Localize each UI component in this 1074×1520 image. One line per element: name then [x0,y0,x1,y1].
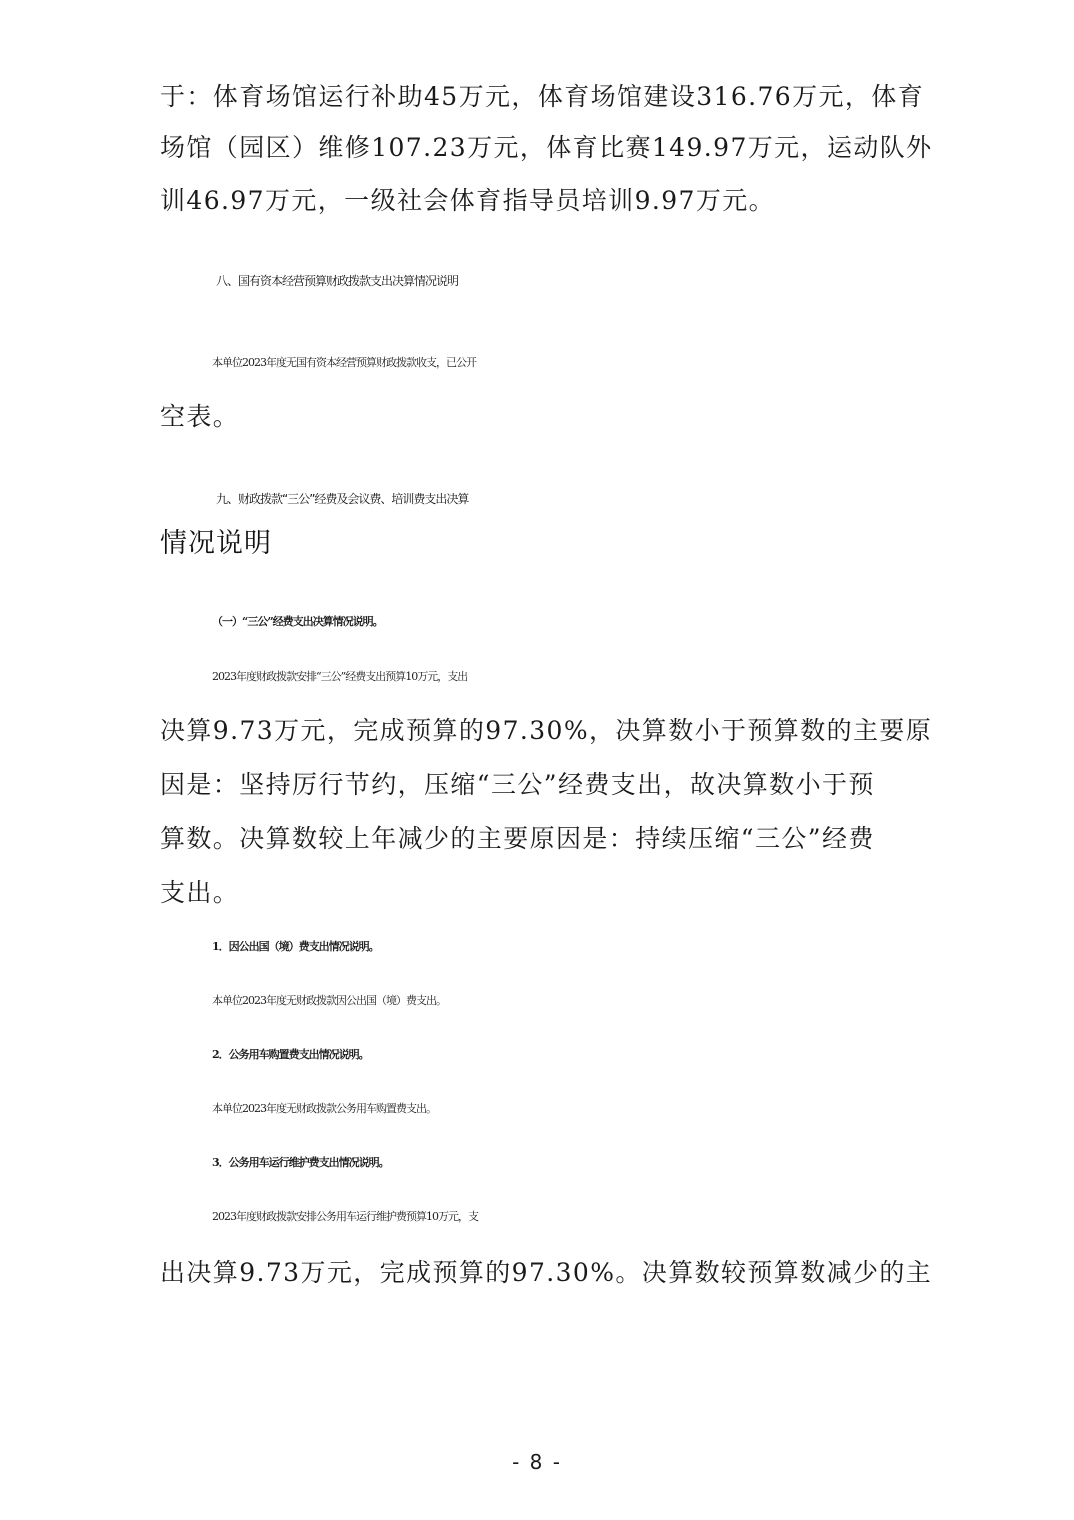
body-line-2: 场馆（园区）维修107.23万元，体育比赛149.97万元，运动队外 [160,133,933,162]
subsection-heading-1: （一）“三公”经费支出决算情况说明。 [212,615,383,628]
body-line-6: 2023年度财政拨款安排“三公”经费支出预算10万元，支出 [212,670,468,683]
item-heading-3: 3．公务用车运行维护费支出情况说明。 [212,1156,389,1169]
body-line-10: 支出。 [160,878,240,907]
body-line-4: 本单位2023年度无国有资本经营预算财政拨款收支，已公开 [212,356,476,369]
body-line-9: 算数。决算数较上年减少的主要原因是：持续压缩“三公”经费 [160,824,875,853]
section-heading-9-line-2: 情况说明 [160,528,272,559]
body-line-1: 于：体育场馆运行补助45万元，体育场馆建设316.76万元，体育 [160,82,925,111]
item-heading-2: 2．公务用车购置费支出情况说明。 [212,1048,369,1061]
body-line-11: 本单位2023年度无财政拨款因公出国（境）费支出。 [212,994,446,1007]
body-line-8: 因是：坚持厉行节约，压缩“三公”经费支出，故决算数小于预 [160,770,875,799]
body-line-7: 决算9.73万元，完成预算的97.30%，决算数小于预算数的主要原 [160,716,933,745]
body-line-12: 本单位2023年度无财政拨款公务用车购置费支出。 [212,1102,436,1115]
section-heading-9-line-1: 九、财政拨款“三公”经费及会议费、培训费支出决算 [216,492,469,506]
body-line-5: 空表。 [160,402,240,431]
body-line-3: 训46.97万元，一级社会体育指导员培训9.97万元。 [160,186,776,215]
body-line-14: 出决算9.73万元，完成预算的97.30%。决算数较预算数减少的主 [160,1258,933,1287]
body-line-13: 2023年度财政拨款安排公务用车运行维护费预算10万元，支 [212,1210,478,1223]
item-heading-1: 1．因公出国（境）费支出情况说明。 [212,940,379,953]
page-number: - 8 - [512,1450,562,1474]
section-heading-8: 八、国有资本经营预算财政拨款支出决算情况说明 [216,274,459,288]
